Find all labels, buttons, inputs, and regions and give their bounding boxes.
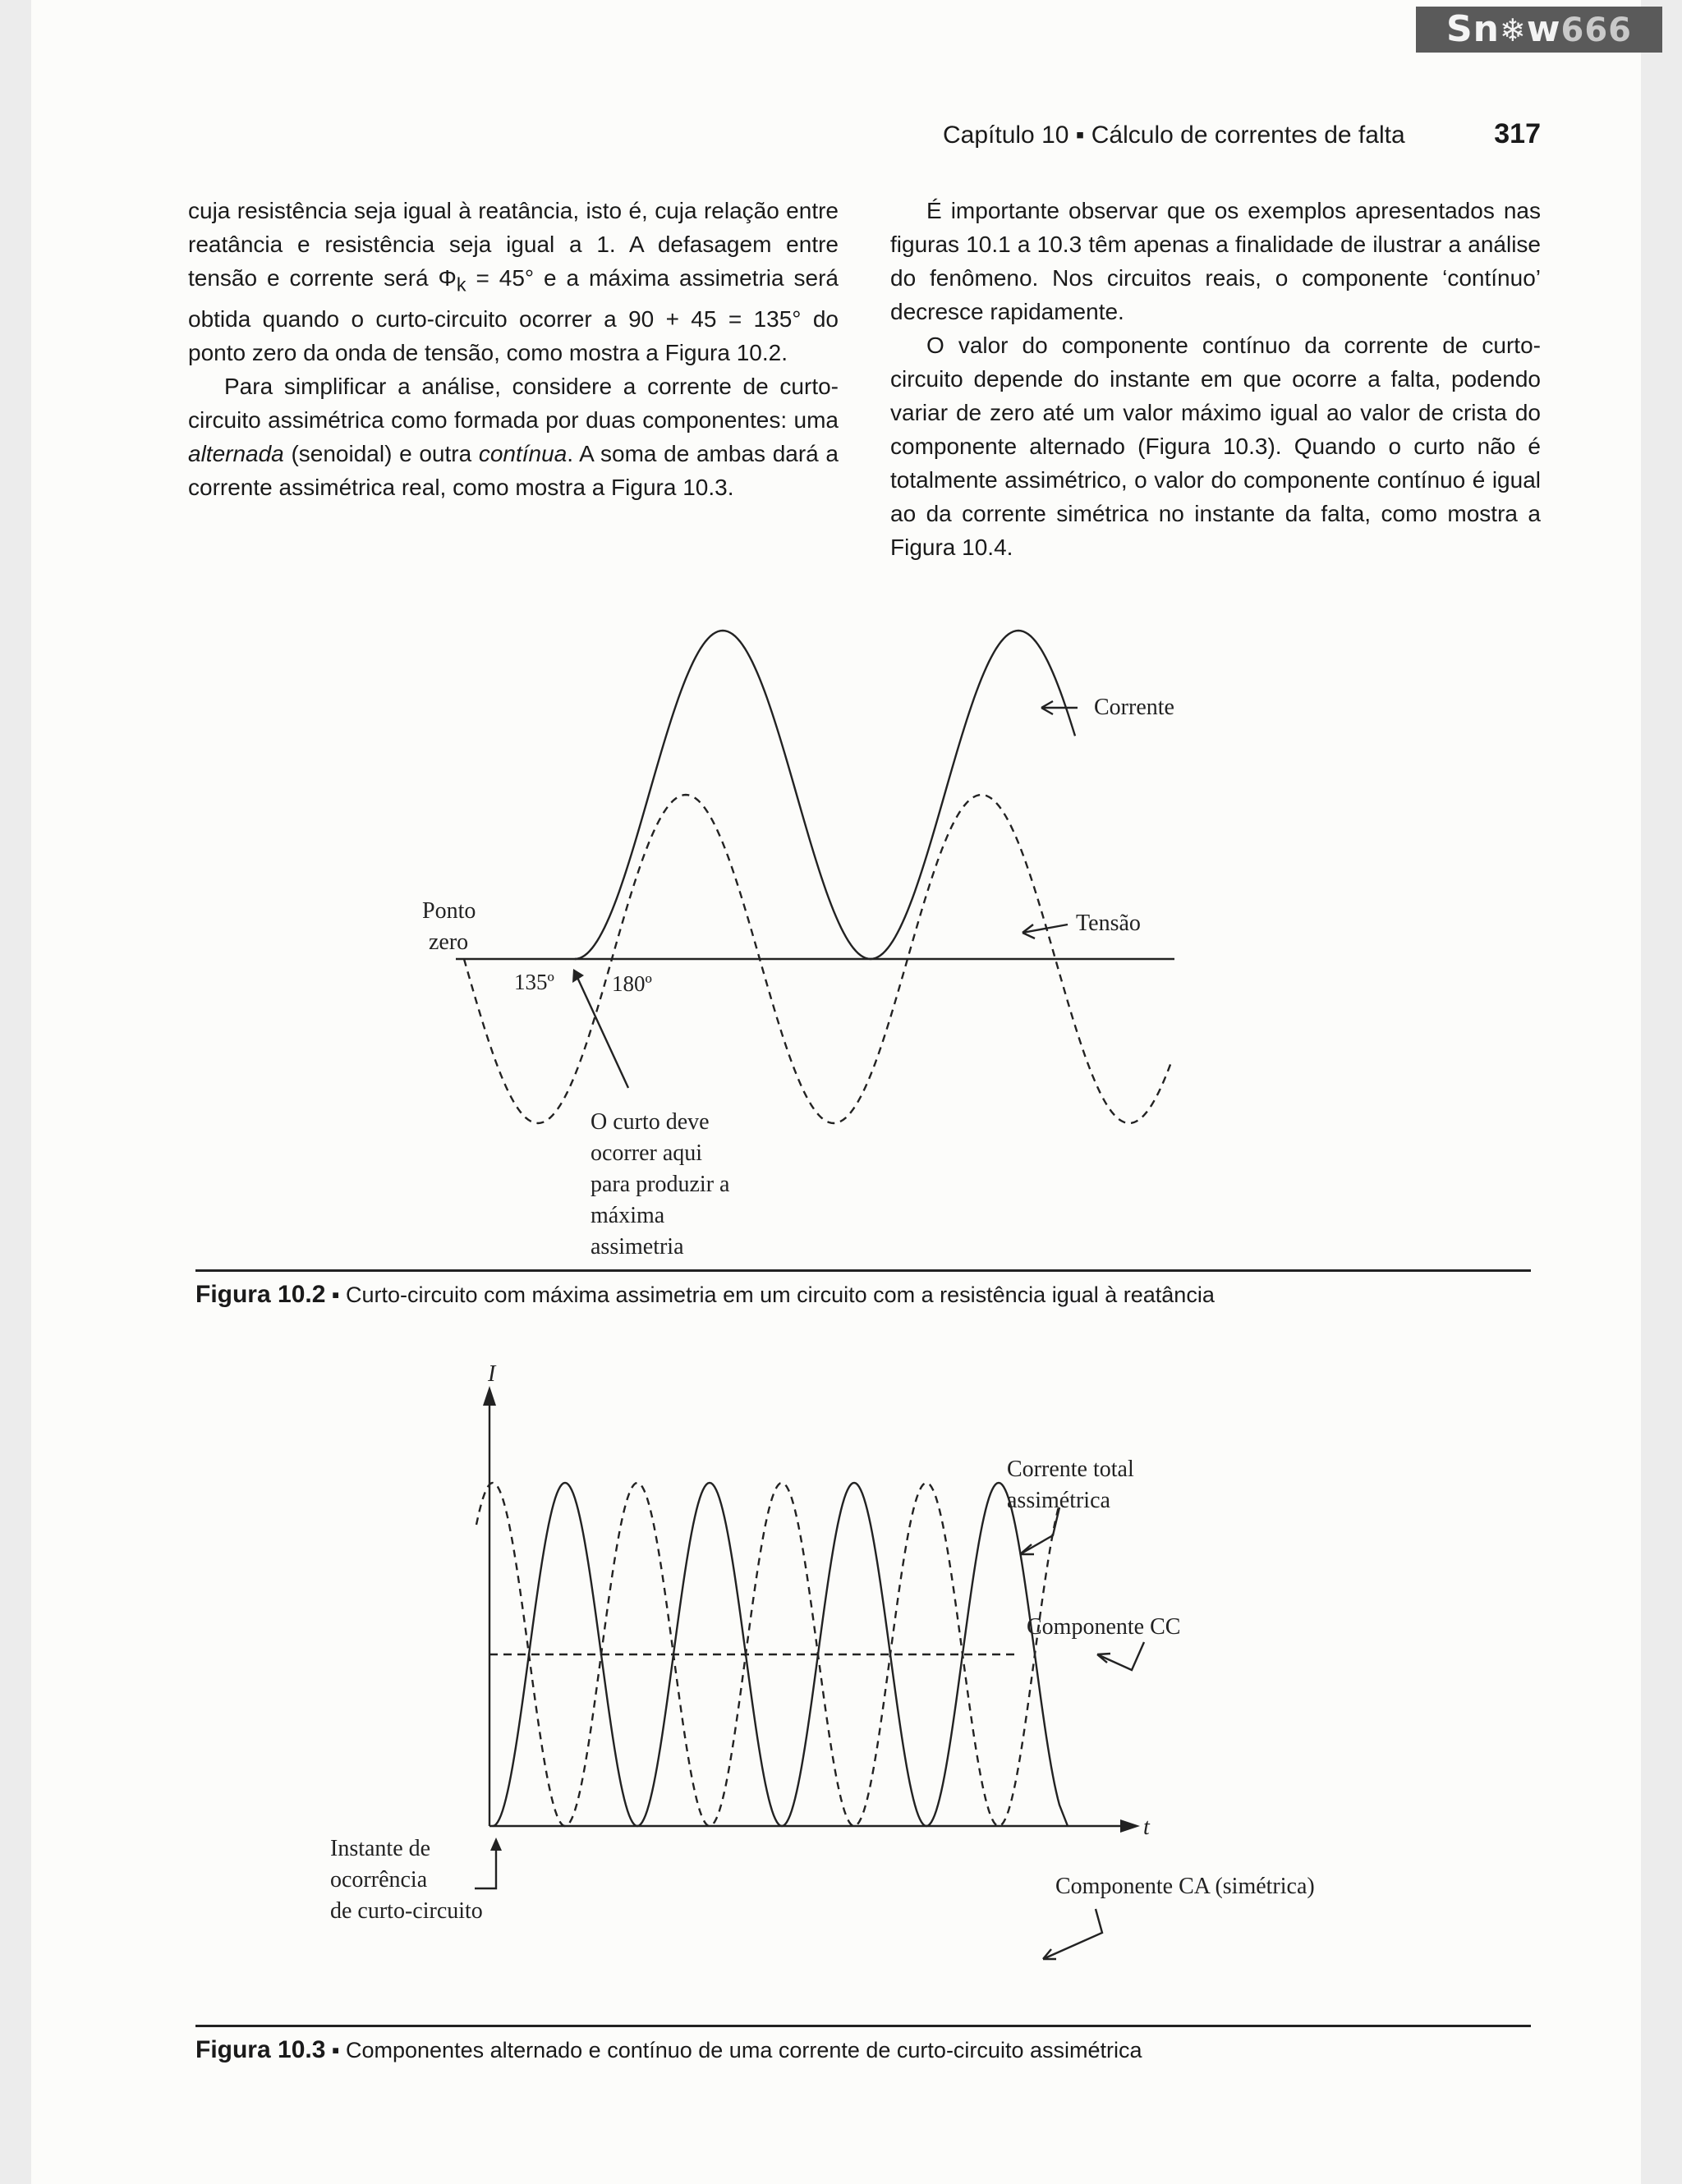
watermark-text-1: Sn (1445, 8, 1500, 50)
fault-note-2: ocorrer aqui (591, 1140, 703, 1166)
label-total-current-1: Corrente total (1007, 1457, 1134, 1482)
label-instant-1: Instante de (330, 1836, 431, 1861)
instant-label-arrow (475, 1847, 496, 1888)
left-paragraph-2: Para simplificar a análise, considere a corrente de curto-circuito assimétrica como formada por duas componentes: uma alternada (senoidal) e outra contínua. A soma de ambas dará a corrente assimétrica real, como mostra a Figura 10.3. (188, 373, 839, 500)
x-axis-label: t (1143, 1815, 1150, 1840)
label-180: 180º (612, 971, 652, 996)
x-axis-arrowhead (1120, 1819, 1140, 1833)
right-paragraph-1: É importante observar que os exemplos apresentados nas figuras 10.1 a 10.3 têm apenas a finalidade de ilustrar a análise do fenômeno. Nos circuitos reais, o componente ‘contínuo’ decresce rapidamente. (890, 198, 1541, 324)
label-135: 135º (514, 970, 554, 994)
label-instant-2: ocorrência (330, 1867, 428, 1893)
label-ponto: Ponto (422, 898, 476, 924)
label-total-current-2: assimétrica (1007, 1488, 1110, 1513)
fault-note-1: O curto deve (591, 1109, 710, 1135)
instant-arrowhead (490, 1838, 502, 1851)
cc-label-arrow (1097, 1642, 1144, 1670)
label-zero: zero (429, 929, 469, 955)
label-ac-component: Componente CA (simétrica) (1055, 1874, 1315, 1899)
watermark-number: 666 (1560, 11, 1632, 49)
figure-10-3-rule (195, 2025, 1531, 2027)
label-dc-component: Componente CC (1027, 1614, 1181, 1640)
watermark-text-2: w (1526, 8, 1561, 50)
y-axis-label: I (488, 1361, 496, 1387)
fault-note-5: assimetria (591, 1234, 684, 1259)
figure-10-3-caption: Figura 10.3 ▪ Componentes alternado e contínuo de uma corrente de curto-circuito assimétrica (195, 2036, 1142, 2063)
y-axis-arrowhead (483, 1386, 496, 1406)
snowflake-icon: ❄ (1500, 12, 1527, 48)
chapter-title: Capítulo 10 ▪ Cálculo de correntes de falta (943, 122, 1405, 149)
label-instant-3: de curto-circuito (330, 1898, 483, 1924)
label-tensao: Tensão (1076, 911, 1141, 936)
ca-label-arrow (1043, 1909, 1102, 1959)
figure-10-2-caption: Figura 10.2 ▪ Curto-circuito com máxima assimetria em um circuito com a resistência igual à reatância (195, 1281, 1215, 1308)
fault-note-4: máxima (591, 1203, 665, 1228)
page-number: 317 (1494, 118, 1541, 149)
total-label-arrow (1020, 1507, 1059, 1554)
left-paragraph-1: cuja resistência seja igual à reatância, isto é, cuja relação entre reatância e resistência seja igual a 1. A defasagem entre tensão e corrente será $\Phi_k = 45^\circ$ e a máxima assimetria será obtida quando o curto-circuito ocorrer a 90 + 45 = 135° do ponto zero da onda de tensão, como mostra a Figura 10.2. (188, 198, 839, 365)
right-paragraph-2: O valor do componente contínuo da corrente de curto-circuito depende do instante em que ocorre a falta, podendo variar de zero até um valor máximo igual ao valor de crista do componente alternado (Figura 10.3). Quando o curto não é totalmente assimétrico, o valor do componente contínuo é igual ao da corrente simétrica no instante da falta, como mostra a Figura 10.4. (890, 333, 1541, 560)
label-corrente: Corrente (1094, 695, 1174, 720)
fault-note-3: para produzir a (591, 1172, 730, 1197)
